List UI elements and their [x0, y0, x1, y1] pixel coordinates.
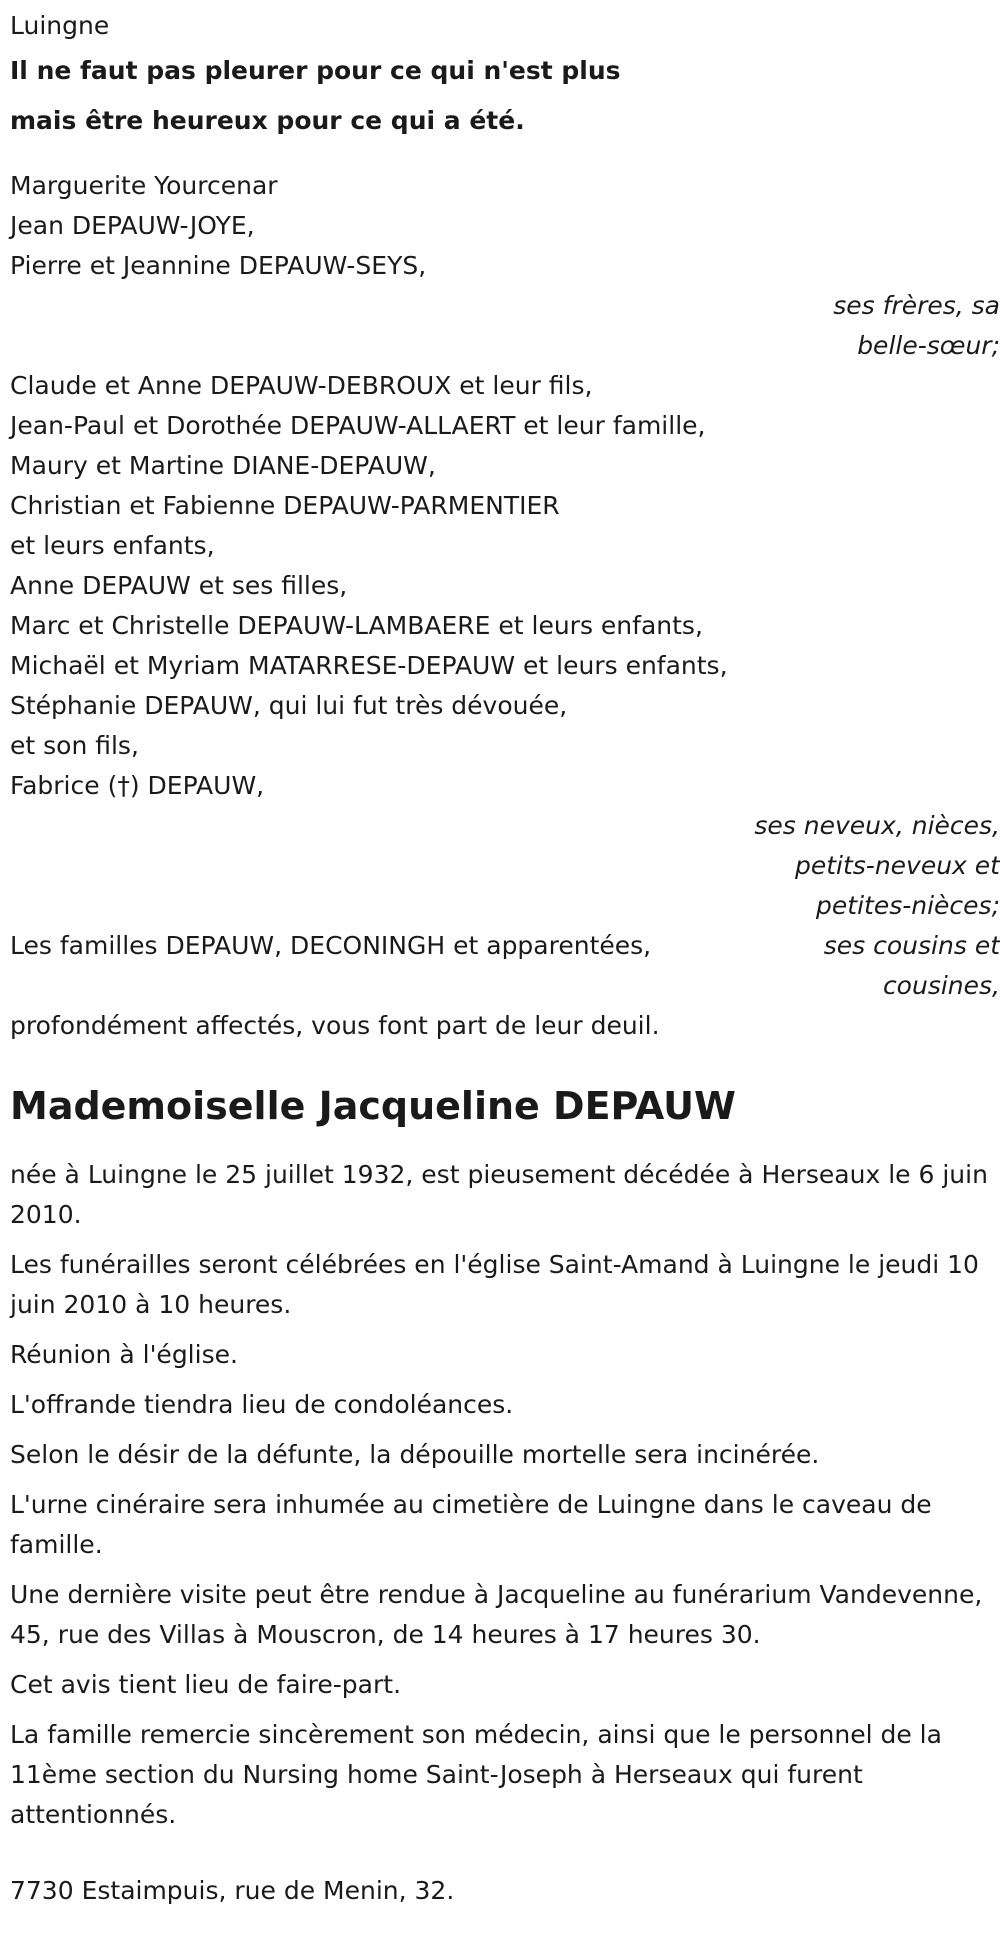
family-member: Michaël et Myriam MATARRESE-DEPAUW et leurs enfants, [10, 651, 728, 680]
family-member: Fabrice (†) DEPAUW, [10, 771, 265, 800]
family-member: et leurs enfants, [10, 531, 215, 560]
family-member: Les familles DEPAUW, DECONINGH et apparentées, [10, 931, 652, 960]
quote-author: Marguerite Yourcenar [10, 171, 278, 200]
family-member: Pierre et Jeannine DEPAUW-SEYS, [10, 251, 427, 280]
body-paragraph: La famille remercie sincèrement son médecin, ainsi que le personnel de la 11ème section du Nursing home Saint-Joseph à Herseaux qui furent attentionnés. [10, 1720, 942, 1829]
body-paragraph: née à Luingne le 25 juillet 1932, est pieusement décédée à Herseaux le 6 juin 2010. [10, 1160, 988, 1229]
family-member: Christian et Fabienne DEPAUW-PARMENTIER [10, 491, 560, 520]
relation-line: cousines, [882, 971, 1000, 1000]
body-paragraph: L'urne cinéraire sera inhumée au cimetière de Luingne dans le caveau de famille. [10, 1490, 932, 1559]
quote-line-2: mais être heureux pour ce qui a été. [10, 106, 525, 135]
nephews-group [10, 366, 1000, 926]
cousins-relation [670, 926, 1000, 1006]
family-member: Jean-Paul et Dorothée DEPAUW-ALLAERT et leur famille, [10, 411, 706, 440]
family-member: et son fils, [10, 731, 139, 760]
family-member: Stéphanie DEPAUW, qui lui fut très dévouée, [10, 691, 568, 720]
family-member: Maury et Martine DIANE-DEPAUW, [10, 451, 436, 480]
relation-line: ses neveux, nièces, [754, 811, 1000, 840]
nephews-names [10, 366, 1000, 806]
closing-line: profondément affectés, vous font part de leur deuil. [10, 1011, 660, 1040]
nephews-relation [670, 806, 1000, 926]
relation-line: belle-sœur; [857, 331, 1000, 360]
relation-line: ses frères, sa [833, 291, 1000, 320]
deceased-name: Mademoiselle Jacqueline DEPAUW [10, 1084, 736, 1128]
body-paragraph: L'offrande tiendra lieu de condoléances. [10, 1390, 514, 1419]
family-member: Claude et Anne DEPAUW-DEBROUX et leur fils, [10, 371, 593, 400]
siblings-relation [670, 286, 1000, 366]
quote-line-1: Il ne faut pas pleurer pour ce qui n'est plus [10, 56, 621, 85]
relation-line: ses cousins et [823, 931, 1000, 960]
body-paragraph: Selon le désir de la défunte, la dépouille mortelle sera incinérée. [10, 1440, 820, 1469]
cousins-group [10, 926, 1000, 1046]
body-paragraph: Cet avis tient lieu de faire-part. [10, 1670, 402, 1699]
body-paragraph: Les funérailles seront célébrées en l'église Saint-Amand à Luingne le jeudi 10 juin 2010 à 10 heures. [10, 1250, 979, 1319]
family-member: Anne DEPAUW et ses filles, [10, 571, 348, 600]
body-paragraph: Réunion à l'église. [10, 1340, 238, 1369]
relation-line: petites-nièces; [816, 891, 1000, 920]
place-name: Luingne [10, 11, 110, 40]
siblings-names [10, 206, 1000, 286]
siblings-group [10, 206, 1000, 366]
family-member: Jean DEPAUW-JOYE, [10, 211, 255, 240]
family-member: Marc et Christelle DEPAUW-LAMBAERE et leurs enfants, [10, 611, 703, 640]
notice-body [10, 1155, 1000, 1835]
family-address: 7730 Estaimpuis, rue de Menin, 32. [10, 1876, 455, 1905]
relation-line: petits-neveux et [794, 851, 1000, 880]
body-paragraph: Une dernière visite peut être rendue à Jacqueline au funérarium Vandevenne, 45, rue des Villas à Mouscron, de 14 heures à 17 heures 30. [10, 1580, 983, 1649]
